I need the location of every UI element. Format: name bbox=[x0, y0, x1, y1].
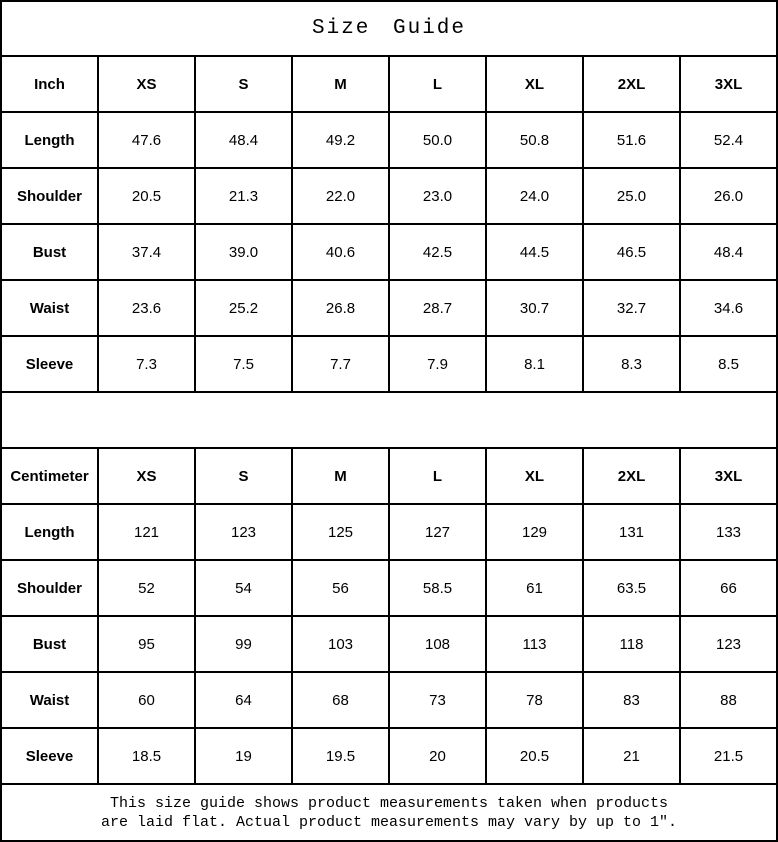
value-cell: 64 bbox=[195, 672, 292, 728]
value-cell: 83 bbox=[583, 672, 680, 728]
footer-note-line2: are laid flat. Actual product measurements may vary by up to 1″. bbox=[100, 813, 678, 831]
value-cell: 7.3 bbox=[98, 336, 195, 392]
row-label-cell: Waist bbox=[1, 672, 98, 728]
row-label-cell: Shoulder bbox=[1, 168, 98, 224]
table-row bbox=[1, 672, 777, 728]
table-row bbox=[1, 280, 777, 336]
table-row bbox=[1, 728, 777, 784]
row-label-cell: Bust bbox=[1, 224, 98, 280]
value-cell: 61 bbox=[486, 560, 583, 616]
value-cell: 60 bbox=[98, 672, 195, 728]
table-spacer bbox=[0, 393, 778, 447]
size-header-cell: XL bbox=[486, 56, 583, 112]
unit-header-cell: Inch bbox=[1, 56, 98, 112]
value-cell: 21 bbox=[583, 728, 680, 784]
row-label-cell: Length bbox=[1, 504, 98, 560]
value-cell: 125 bbox=[292, 504, 389, 560]
value-cell: 123 bbox=[680, 616, 777, 672]
value-cell: 25.0 bbox=[583, 168, 680, 224]
table-row bbox=[1, 504, 777, 560]
size-header-cell: S bbox=[195, 56, 292, 112]
size-header-cell: 3XL bbox=[680, 56, 777, 112]
value-cell: 30.7 bbox=[486, 280, 583, 336]
value-cell: 19.5 bbox=[292, 728, 389, 784]
row-label-cell: Bust bbox=[1, 616, 98, 672]
value-cell: 48.4 bbox=[680, 224, 777, 280]
value-cell: 123 bbox=[195, 504, 292, 560]
value-cell: 21.5 bbox=[680, 728, 777, 784]
value-cell: 52.4 bbox=[680, 112, 777, 168]
size-header-cell: XL bbox=[486, 448, 583, 504]
table-header-row bbox=[1, 448, 777, 504]
value-cell: 108 bbox=[389, 616, 486, 672]
value-cell: 44.5 bbox=[486, 224, 583, 280]
row-label-cell: Shoulder bbox=[1, 560, 98, 616]
table-row bbox=[1, 336, 777, 392]
value-cell: 20.5 bbox=[98, 168, 195, 224]
value-cell: 7.9 bbox=[389, 336, 486, 392]
value-cell: 73 bbox=[389, 672, 486, 728]
value-cell: 52 bbox=[98, 560, 195, 616]
value-cell: 68 bbox=[292, 672, 389, 728]
value-cell: 66 bbox=[680, 560, 777, 616]
value-cell: 118 bbox=[583, 616, 680, 672]
size-guide-footer-note bbox=[0, 783, 778, 842]
value-cell: 56 bbox=[292, 560, 389, 616]
value-cell: 88 bbox=[680, 672, 777, 728]
value-cell: 40.6 bbox=[292, 224, 389, 280]
row-label-cell: Sleeve bbox=[1, 336, 98, 392]
value-cell: 23.0 bbox=[389, 168, 486, 224]
value-cell: 63.5 bbox=[583, 560, 680, 616]
table-row bbox=[1, 616, 777, 672]
value-cell: 21.3 bbox=[195, 168, 292, 224]
value-cell: 103 bbox=[292, 616, 389, 672]
centimeter-size-table bbox=[0, 447, 778, 785]
value-cell: 50.8 bbox=[486, 112, 583, 168]
table-row bbox=[1, 224, 777, 280]
size-header-cell: M bbox=[292, 56, 389, 112]
unit-header-cell: Centimeter bbox=[1, 448, 98, 504]
value-cell: 37.4 bbox=[98, 224, 195, 280]
size-header-cell: XS bbox=[98, 448, 195, 504]
value-cell: 7.5 bbox=[195, 336, 292, 392]
size-header-cell: L bbox=[389, 56, 486, 112]
value-cell: 8.3 bbox=[583, 336, 680, 392]
value-cell: 8.1 bbox=[486, 336, 583, 392]
inch-size-table bbox=[0, 55, 778, 393]
value-cell: 32.7 bbox=[583, 280, 680, 336]
value-cell: 129 bbox=[486, 504, 583, 560]
value-cell: 50.0 bbox=[389, 112, 486, 168]
value-cell: 28.7 bbox=[389, 280, 486, 336]
value-cell: 54 bbox=[195, 560, 292, 616]
value-cell: 121 bbox=[98, 504, 195, 560]
value-cell: 113 bbox=[486, 616, 583, 672]
value-cell: 20 bbox=[389, 728, 486, 784]
value-cell: 18.5 bbox=[98, 728, 195, 784]
value-cell: 42.5 bbox=[389, 224, 486, 280]
value-cell: 26.0 bbox=[680, 168, 777, 224]
value-cell: 23.6 bbox=[98, 280, 195, 336]
size-header-cell: M bbox=[292, 448, 389, 504]
size-guide-title: Size Guide bbox=[0, 0, 778, 57]
value-cell: 47.6 bbox=[98, 112, 195, 168]
value-cell: 34.6 bbox=[680, 280, 777, 336]
value-cell: 58.5 bbox=[389, 560, 486, 616]
value-cell: 51.6 bbox=[583, 112, 680, 168]
value-cell: 25.2 bbox=[195, 280, 292, 336]
size-header-cell: L bbox=[389, 448, 486, 504]
value-cell: 99 bbox=[195, 616, 292, 672]
footer-note-line1: This size guide shows product measurements taken when products bbox=[109, 794, 669, 812]
size-header-cell: S bbox=[195, 448, 292, 504]
value-cell: 48.4 bbox=[195, 112, 292, 168]
value-cell: 95 bbox=[98, 616, 195, 672]
value-cell: 7.7 bbox=[292, 336, 389, 392]
value-cell: 20.5 bbox=[486, 728, 583, 784]
size-header-cell: 3XL bbox=[680, 448, 777, 504]
table-header-row bbox=[1, 56, 777, 112]
value-cell: 49.2 bbox=[292, 112, 389, 168]
value-cell: 133 bbox=[680, 504, 777, 560]
value-cell: 8.5 bbox=[680, 336, 777, 392]
value-cell: 22.0 bbox=[292, 168, 389, 224]
value-cell: 26.8 bbox=[292, 280, 389, 336]
value-cell: 46.5 bbox=[583, 224, 680, 280]
size-header-cell: 2XL bbox=[583, 56, 680, 112]
value-cell: 24.0 bbox=[486, 168, 583, 224]
value-cell: 78 bbox=[486, 672, 583, 728]
size-header-cell: XS bbox=[98, 56, 195, 112]
value-cell: 127 bbox=[389, 504, 486, 560]
value-cell: 39.0 bbox=[195, 224, 292, 280]
value-cell: 19 bbox=[195, 728, 292, 784]
size-header-cell: 2XL bbox=[583, 448, 680, 504]
table-row bbox=[1, 560, 777, 616]
row-label-cell: Length bbox=[1, 112, 98, 168]
row-label-cell: Waist bbox=[1, 280, 98, 336]
value-cell: 131 bbox=[583, 504, 680, 560]
row-label-cell: Sleeve bbox=[1, 728, 98, 784]
table-row bbox=[1, 112, 777, 168]
table-row bbox=[1, 168, 777, 224]
